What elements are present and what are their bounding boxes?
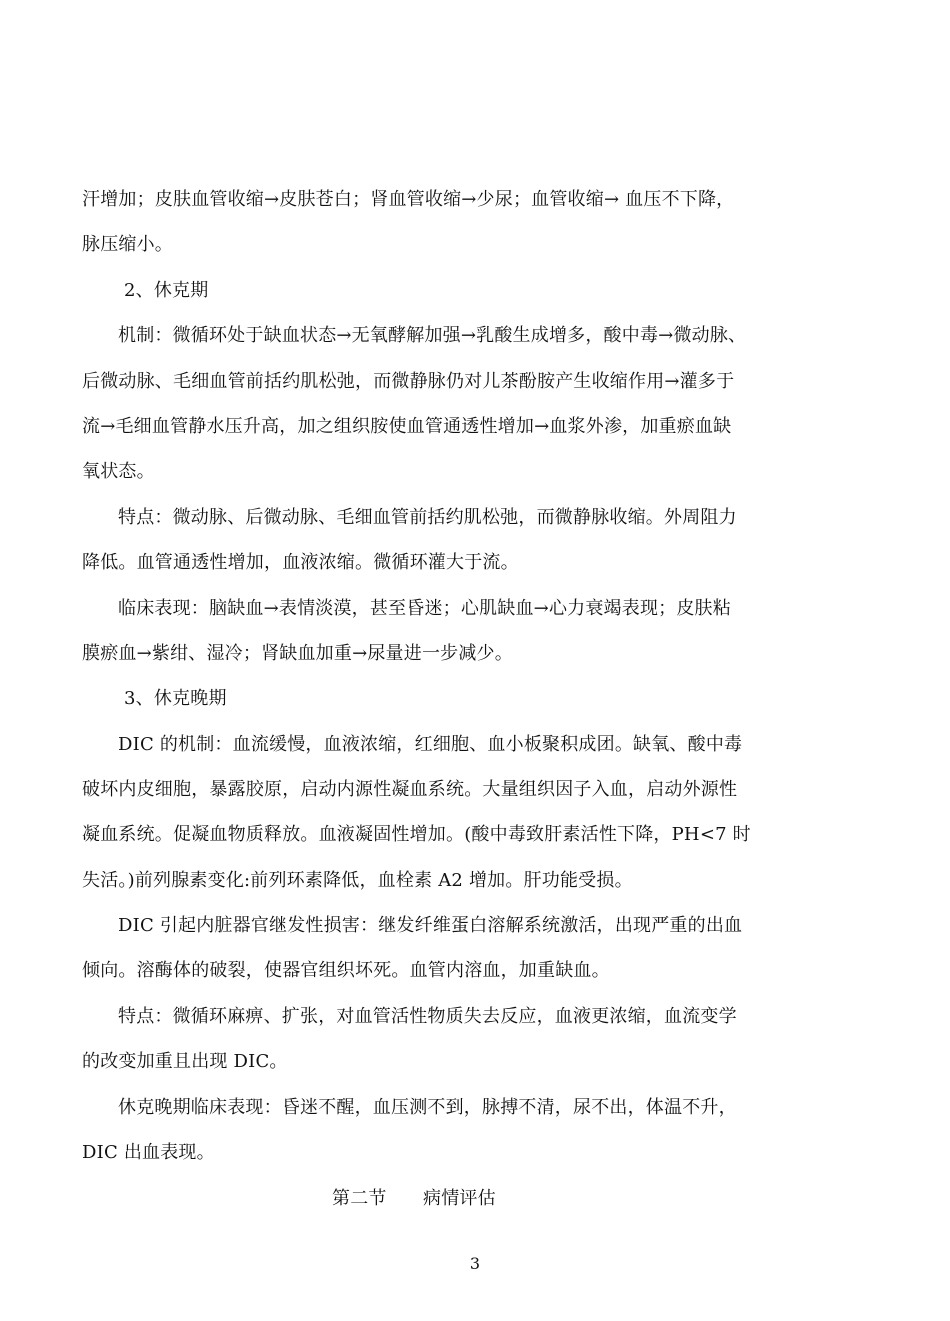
subsection-heading: 3、休克晚期 xyxy=(124,688,227,709)
paragraph-line: 失活。)前列腺素变化:前列环素降低，血栓素 A2 增加。肝功能受损。 xyxy=(82,870,633,891)
paragraph-line: 后微动脉、毛细血管前括约肌松弛，而微静脉仍对儿茶酚胺产生收缩作用→灌多于 xyxy=(82,371,735,392)
page-number: 3 xyxy=(469,1254,481,1273)
paragraph-line: 脉压缩小。 xyxy=(82,234,173,255)
paragraph-line: 流→毛细血管静水压升高，加之组织胺使血管通透性增加→血浆外渗，加重瘀血缺 xyxy=(82,416,732,437)
paragraph-line: 休克晚期临床表现：昏迷不醒，血压测不到，脉搏不清，尿不出，体温不升， xyxy=(118,1097,737,1118)
paragraph-line: DIC 的机制：血流缓慢，血液浓缩，红细胞、血小板聚积成团。缺氧、酸中毒 xyxy=(118,734,743,755)
paragraph-line: 特点：微动脉、后微动脉、毛细血管前括约肌松弛，而微静脉收缩。外周阻力 xyxy=(118,507,737,528)
paragraph-line: DIC 引起内脏器官继发性损害：继发纤维蛋白溶解系统激活，出现严重的出血 xyxy=(118,915,743,936)
paragraph-line: 倾向。溶酶体的破裂，使器官组织坏死。血管内溶血，加重缺血。 xyxy=(82,960,610,981)
paragraph-line: 降低。血管通透性增加，血液浓缩。微循环灌大于流。 xyxy=(82,552,519,573)
paragraph-line: 凝血系统。促凝血物质释放。血液凝固性增加。(酸中毒致肝素活性下降，PH<7 时 xyxy=(82,824,751,845)
paragraph-line: 汗增加；皮肤血管收缩→皮肤苍白；肾血管收缩→少尿；血管收缩→ 血压不下降， xyxy=(82,189,735,210)
paragraph-line: 的改变加重且出现 DIC。 xyxy=(82,1051,288,1072)
paragraph-line: 临床表现：脑缺血→表情淡漠，甚至昏迷；心肌缺血→心力衰竭表现；皮肤粘 xyxy=(118,598,731,619)
paragraph-line: 膜瘀血→紫绀、湿冷；肾缺血加重→尿量进一步减少。 xyxy=(82,643,513,664)
paragraph-line: 破坏内皮细胞，暴露胶原，启动内源性凝血系统。大量组织因子入血，启动外源性 xyxy=(82,779,738,800)
paragraph-line: DIC 出血表现。 xyxy=(82,1142,215,1163)
paragraph-line: 特点：微循环麻痹、扩张，对血管活性物质失去反应，血液更浓缩，血流变学 xyxy=(118,1006,737,1027)
subsection-heading: 2、休克期 xyxy=(124,280,209,301)
paragraph-line: 机制：微循环处于缺血状态→无氧酵解加强→乳酸生成增多，酸中毒→微动脉、 xyxy=(118,325,747,346)
section-title: 第二节 病情评估 xyxy=(332,1188,496,1209)
paragraph-line: 氧状态。 xyxy=(82,461,155,482)
